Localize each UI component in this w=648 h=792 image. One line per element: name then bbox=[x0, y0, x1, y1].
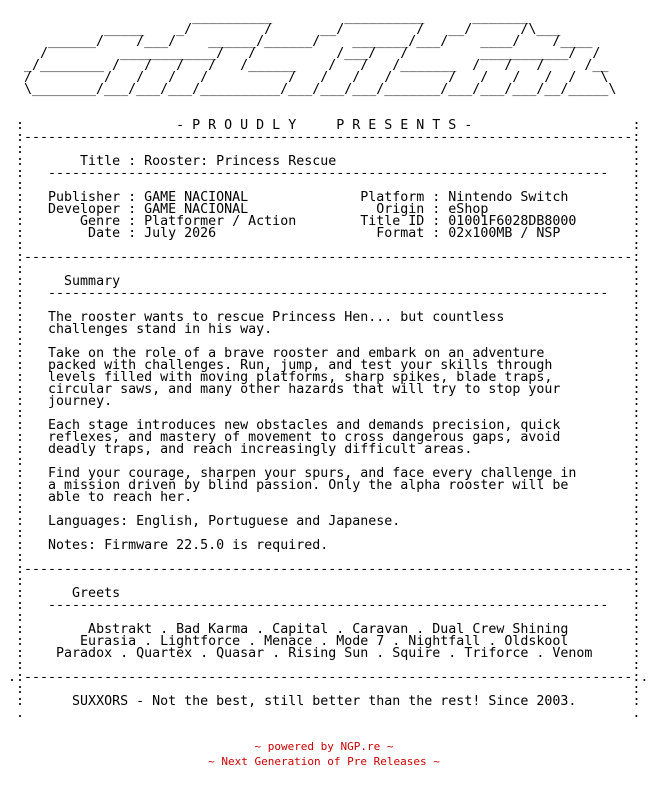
summary-paragraph-3: deadly traps, and reach increasingly difficult areas. bbox=[24, 442, 633, 457]
summary-paragraph-3: reflexes, and mastery of movement to cross dangerous gaps, avoid bbox=[24, 430, 633, 445]
summary-paragraph-4: a mission driven by blind passion. Only the alpha rooster will be bbox=[24, 478, 633, 493]
summary-paragraph-2: Take on the role of a brave rooster and embark on an adventure bbox=[24, 346, 633, 361]
summary-paragraph-4: Find your courage, sharpen your spurs, and face every challenge in bbox=[24, 466, 633, 481]
summary-paragraph-1: The rooster wants to rescue Princess Hen... but countless bbox=[24, 310, 633, 325]
greets-heading: Greets bbox=[24, 586, 633, 601]
summary-paragraph-2: levels filled with moving platforms, sharp spikes, blade traps, bbox=[24, 370, 633, 385]
nfo-body: : - P R O U D L Y P R E S E N T S - : :----------------------------------------------------------------------------: : : : Title : Rooster: Princess Rescue : : ---------------------------------------------------------------------- : : : : Publisher : GAME NACIONAL Platform : Nintendo Switch : : Developer : GAME NACIONAL Origin : eShop : : Genre : Platformer / Action Title ID : 01001F6028DB8000 : : Date : July 2026 Format : 02x100MB / NSP : : : :----------------------------------------------------------------------------: : : : Summary : : ---------------------------------------------------------------------- : : : : The rooster wants to rescue Princess Hen... but countless : : challenges stand in his way. : : : : Take on the role of a brave rooster and embark on an adventure : : packed with challenges. Run, jump, and test your skills through : : levels filled with moving platforms, sharp spikes, blade traps, : : circular saws, and many other hazards that will try to stop your : : journey. : : : : Each stage introduces new obstacles and demands precision, quick : : reflexes, and mastery of movement to cross dangerous gaps, avoid : : deadly traps, and reach increasingly difficult areas. : : : : Find your courage, sharpen your spurs, and face every challenge in : : a mission driven by blind passion. Only the alpha rooster will be : : able to reach her. : : : : Languages: English, Portuguese and Japanese. : : : : Notes: Firmware 22.5.0 is required. : : : :----------------------------------------------------------------------------: : : : Greets : : ---------------------------------------------------------------------- : : : : Abstrakt . Bad Karma . Capital . Caravan . Dual Crew Shining : : Eurasia . Lightforce . Menace . Mode 7 . Nightfall . Oldskool : : Paradox . Quartex . Quasar . Rising Sun . Squire . Triforce . Venom : : : .:----------------------------------------------------------------------------:. : : : SUXXORS - Not the best, still better than the rest! Since 2003. : . . bbox=[8, 118, 648, 721]
info-row-2: Developer : GAME NACIONAL Origin : eShop bbox=[24, 202, 633, 217]
greets-line-2: Eurasia . Lightforce . Menace . Mode 7 . Nightfall . Oldskool bbox=[24, 634, 633, 649]
info-row-3: Genre : Platformer / Action Title ID : 01001F6028DB8000 bbox=[24, 214, 633, 229]
greets-line-3: Paradox . Quartex . Quasar . Rising Sun . Squire . Triforce . Venom bbox=[24, 646, 633, 661]
summary-paragraph-2: journey. bbox=[24, 394, 633, 409]
group-logo-ascii: __________ __________ _______ _____ _/ / __/ / __/ /\___ ______/ /___/ ______/______/ _______/___/ ____/ /____ / ____________/ / /___/ / ___________/ / _/________ / / / / /______ / / /_______ / / / /__ / / / / / / / / / / / / / / \ \________/___/___/___/__________/___/___/___/_______/___/___/___/__/_____\ bbox=[24, 10, 617, 97]
summary-paragraph-3: Each stage introduces new obstacles and demands precision, quick bbox=[24, 418, 633, 433]
powered-by-line: ~ powered by NGP.re ~ bbox=[254, 740, 394, 753]
proudly-presents: - P R O U D L Y P R E S E N T S - bbox=[24, 118, 633, 133]
summary-paragraph-2: circular saws, and many other hazards that will try to stop your bbox=[24, 382, 633, 397]
summary-paragraph-2: packed with challenges. Run, jump, and test your skills through bbox=[24, 358, 633, 373]
info-row-4: Date : July 2026 Format : 02x100MB / NSP bbox=[24, 226, 633, 241]
summary-paragraph-4: able to reach her. bbox=[24, 490, 633, 505]
summary-paragraph-6: Notes: Firmware 22.5.0 is required. bbox=[24, 538, 633, 553]
next-generation-line: ~ Next Generation of Pre Releases ~ bbox=[208, 755, 440, 768]
summary-paragraph-5: Languages: English, Portuguese and Japanese. bbox=[24, 514, 633, 529]
release-title: Title : Rooster: Princess Rescue bbox=[24, 154, 633, 169]
summary-paragraph-1: challenges stand in his way. bbox=[24, 322, 633, 337]
summary-heading: Summary bbox=[24, 274, 633, 289]
greets-line-1: Abstrakt . Bad Karma . Capital . Caravan . Dual Crew Shining bbox=[24, 622, 633, 637]
group-tagline: SUXXORS - Not the best, still better than the rest! Since 2003. bbox=[24, 694, 633, 709]
info-row-1: Publisher : GAME NACIONAL Platform : Nintendo Switch bbox=[24, 190, 633, 205]
